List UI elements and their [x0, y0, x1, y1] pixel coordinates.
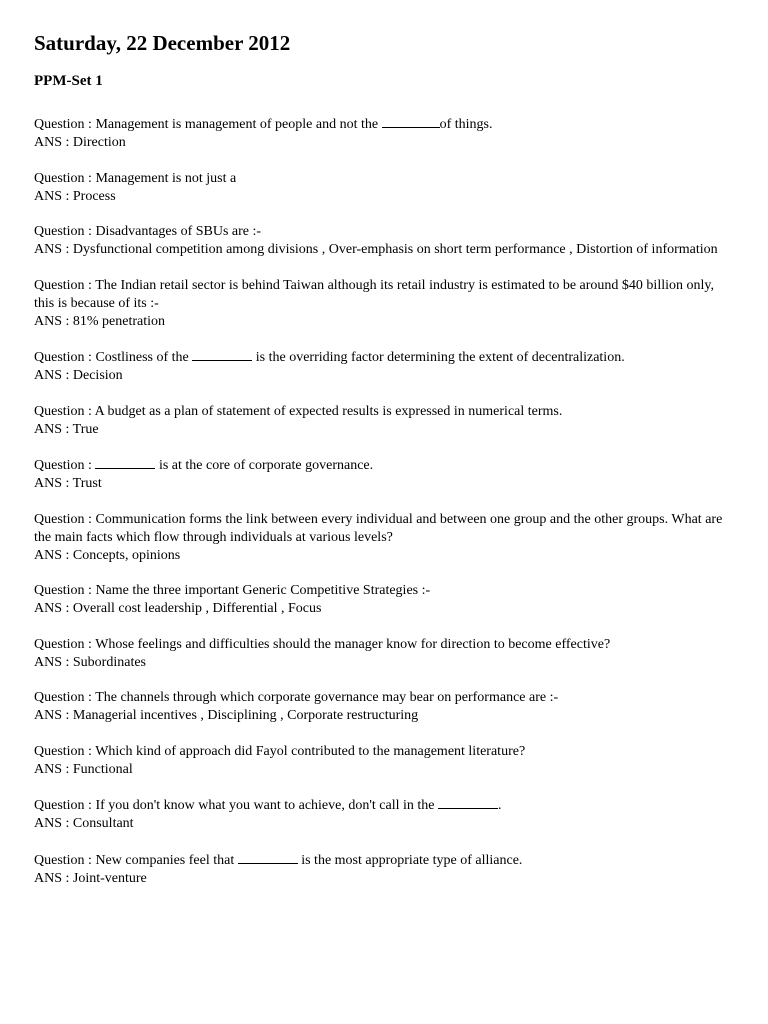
qa-item [34, 456, 724, 493]
answer-text: ANS : 81% penetration [34, 313, 166, 329]
answer-text: ANS : Trust [34, 476, 102, 491]
answer-text: ANS : Dysfunctional competition among divisions , Over-emphasis on short term performance , Distortion of information [34, 242, 718, 257]
answer-text: ANS : Decision [34, 368, 123, 383]
qa-item [34, 170, 724, 206]
answer-text: ANS : Overall cost leadership , Differential , Focus [34, 601, 322, 616]
qa-item [34, 743, 724, 779]
qa-item [34, 348, 724, 385]
answer-blank [238, 851, 298, 864]
answer-blank [95, 456, 155, 469]
qa-item [34, 115, 724, 152]
answer-text: ANS : Subordinates [34, 654, 146, 670]
qa-item [34, 277, 724, 331]
post-title: PPM-Set 1 [34, 73, 103, 89]
answer-text: ANS : Direction [34, 135, 126, 150]
qa-item [34, 582, 724, 618]
question-text: Question : Management is management of people and not the of things. [34, 117, 493, 132]
qa-item [34, 403, 724, 439]
question-text: Question : Disadvantages of SBUs are :- [34, 224, 262, 239]
answer-text: ANS : Managerial incentives , Disciplining , Corporate restructuring [34, 708, 419, 723]
answer-text: ANS : Process [34, 188, 116, 204]
question-text: Question : Communication forms the link between every individual and between one group and the other groups. What are the main facts which flow through individuals at various levels? [34, 511, 723, 545]
qa-item [34, 689, 724, 725]
answer-text: ANS : Concepts, opinions [34, 547, 181, 563]
question-text: Question : Which kind of approach did Fayol contributed to the management literature? [34, 743, 526, 759]
question-text: Question : Costliness of the is the overriding factor determining the extent of decentralization. [34, 350, 625, 365]
question-text: Question : is at the core of corporate governance. [34, 458, 374, 473]
question-text: Question : Name the three important Generic Competitive Strategies :- [34, 583, 431, 598]
qa-item [34, 796, 724, 833]
blog-post [34, 29, 724, 905]
qa-item [34, 851, 724, 888]
qa-item [34, 223, 724, 259]
question-text: Question : A budget as a plan of statement of expected results is expressed in numerical terms. [34, 403, 563, 419]
answer-text: ANS : Functional [34, 761, 133, 777]
qa-item [34, 636, 724, 672]
question-text: Question : Management is not just a [34, 170, 237, 186]
question-text: Question : The Indian retail sector is behind Taiwan although its retail industry is estimated to be around $40 billion only, this is because of its :- [34, 277, 714, 311]
answer-text: ANS : Consultant [34, 816, 134, 831]
post-date-heading: Saturday, 22 December 2012 [34, 31, 291, 55]
answer-blank [192, 348, 252, 361]
answer-blank [382, 115, 440, 128]
answer-text: ANS : Joint-venture [34, 870, 147, 886]
answer-text: ANS : True [34, 421, 99, 437]
question-text: Question : New companies feel that is the most appropriate type of alliance. [34, 852, 523, 868]
answer-blank [438, 796, 498, 809]
question-text: Question : Whose feelings and difficulties should the manager know for direction to become effective? [34, 636, 611, 652]
question-text: Question : If you don't know what you want to achieve, don't call in the . [34, 798, 502, 813]
question-text: Question : The channels through which corporate governance may bear on performance are :- [34, 690, 559, 705]
qa-item [34, 511, 724, 565]
qa-list [34, 115, 724, 888]
